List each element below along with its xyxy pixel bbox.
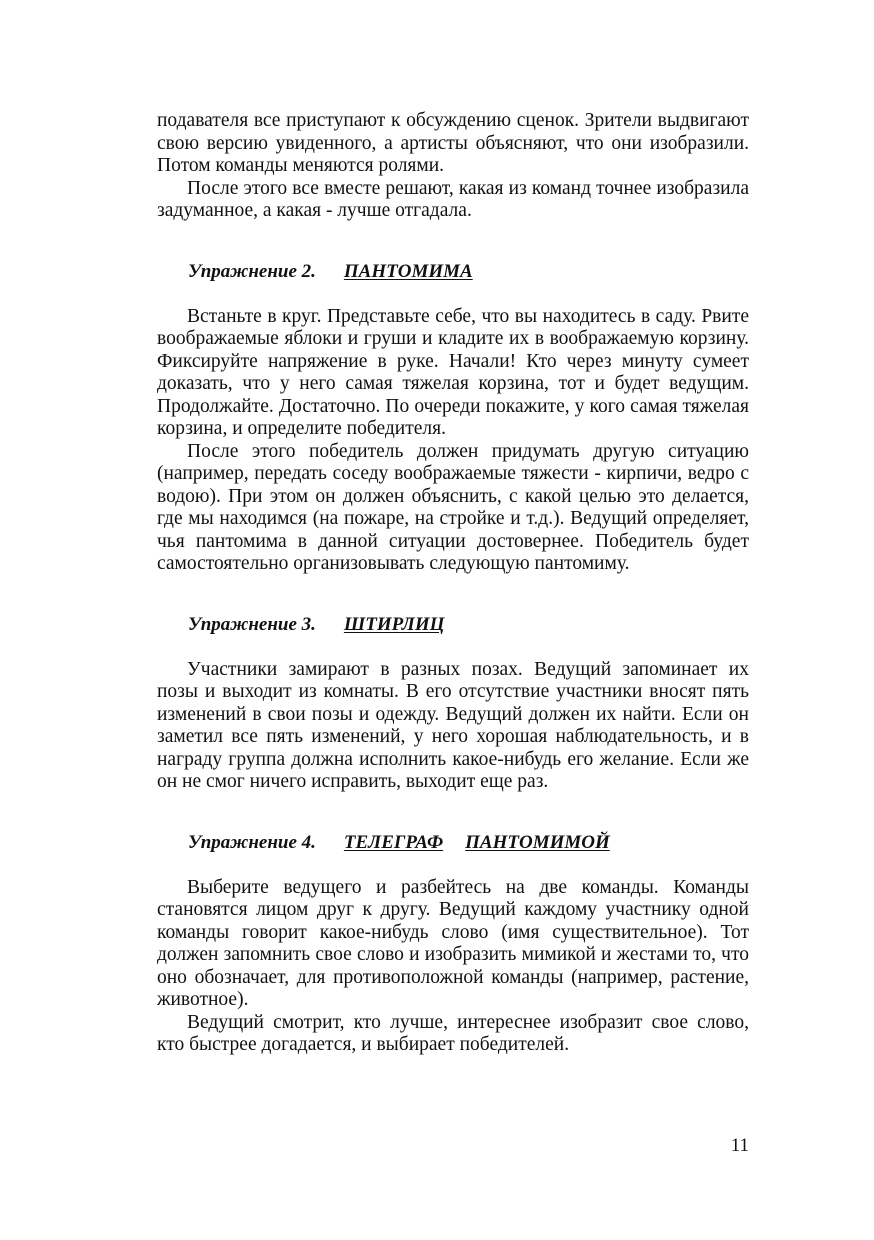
paragraph: Участники замирают в разных позах. Ведущий запоминает их позы и выходит из комнаты. В его отсутствие участники вносят пять изменений в свои позы и одежду. Ведущий должен их найти. Если он заметил все пять изменений, у него хорошая наблюдательность, и в награду группа должна исполнить какое-нибудь его желание. Если же он не смог ничего исправить, выходит еще раз. (157, 658, 749, 792)
exercise-4 (157, 832, 749, 1057)
exercise-label: Упражнение 3. (188, 613, 316, 635)
paragraph: После этого все вместе решают, какая из команд точнее изобразила задуманное, а какая - лучше отгадала. (157, 177, 749, 221)
paragraph: Выберите ведущего и разбейтесь на две команды. Команды становятся лицом друг к другу. Ведущий каждому участнику одной команды говорит какое-нибудь слово (имя существительное). Тот должен запомнить свое слово и изобразить мимикой и жестами то, что оно обозначает, для противоположной команды (например, растение, животное). (157, 876, 749, 1010)
exercise-3 (157, 614, 749, 794)
exercise-heading (157, 261, 749, 283)
paragraph: подавателя все приступают к обсуждению сценок. Зрители выдвигают свою версию увиденного, а артисты объясняют, что они изобразили. Потом команды меняются ролями. (157, 110, 749, 176)
paragraph: Встаньте в круг. Представьте себе, что вы находитесь в саду. Рвите воображаемые яблоки и груши и кладите их в воображаемую корзину. Фиксируйте напряжение в руке. Начали! Кто через минуту сумеет доказать, что у него самая тяжелая корзина, тот и будет ведущим. Продолжайте. Достаточно. По очереди покажите, у кого самая тяжелая корзина, и определите победителя. (157, 305, 749, 439)
exercise-heading (157, 614, 749, 636)
exercise-label: Упражнение 4. (188, 831, 316, 853)
exercise-title: ПАНТОМИМА (343, 260, 473, 282)
exercise-title: ШТИРЛИЦ (343, 613, 445, 635)
exercise-2 (157, 261, 749, 576)
paragraph: Ведущий смотрит, кто лучше, интереснее изобразит свое слово, кто быстрее догадается, и выбирает победителей. (157, 1011, 749, 1055)
page-number: 11 (730, 1135, 749, 1156)
paragraph: После этого победитель должен придумать другую ситуацию (например, передать соседу воображаемые тяжести - кирпичи, ведро с водою). При этом он должен объяснить, с какой целью это делается, где мы находимся (на пожаре, на стройке и т.д.). Ведущий определяет, чья пантомима в данной ситуации достовернее. Победитель будет самостоятельно организовывать следующую пантомиму. (157, 440, 749, 574)
exercise-heading (157, 832, 749, 854)
exercise-title: ТЕЛЕГРАФ (343, 831, 444, 853)
exercise-label: Упражнение 2. (188, 260, 316, 282)
exercise-title: ПАНТОМИМОЙ (465, 831, 610, 853)
page-body (157, 110, 749, 1057)
